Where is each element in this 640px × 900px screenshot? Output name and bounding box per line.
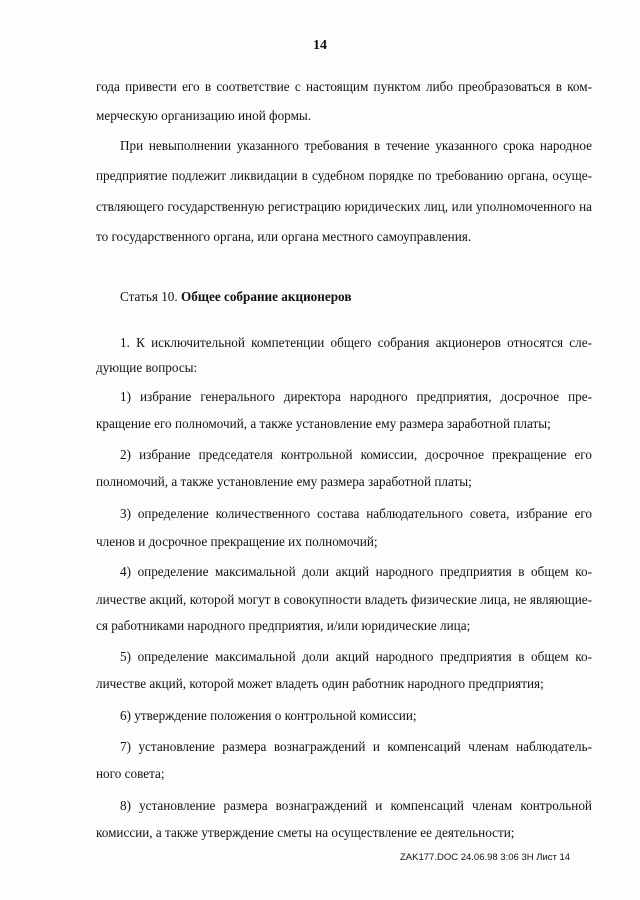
text-line: предприятие подлежит ликвидации в судебном порядке по требованию органа, осуще- (96, 168, 592, 183)
list-item-line: 1) избрание генерального директора народного предприятия, досрочное пре- (120, 389, 592, 404)
text-line: дующие вопросы: (96, 360, 198, 375)
text-line: 1. К исключительной компетенции общего собрания акционеров относятся сле- (120, 335, 592, 350)
article-number: Статья 10. (120, 289, 178, 304)
list-item-line: 2) избрание председателя контрольной комиссии, досрочное прекращение его (120, 447, 592, 462)
list-item-line: 5) определение максимальной доли акций народного предприятия в общем ко- (120, 649, 592, 664)
page-number: 14 (313, 38, 327, 53)
list-item-line: личестве акций, которой может владеть один работник народного предприятия; (96, 676, 544, 691)
list-item-line: 8) установление размера вознаграждений и компенсаций членам контрольной (120, 798, 592, 813)
list-item-line: 3) определение количественного состава наблюдательного совета, избрание его (120, 506, 592, 521)
article-heading (120, 288, 616, 306)
list-item-line: ного совета; (96, 766, 165, 781)
list-item-line: 4) определение максимальной доли акций народного предприятия в общем ко- (120, 564, 592, 579)
list-item-line: членов и досрочное прекращение их полномочий; (96, 534, 378, 549)
text-line: При невыполнении указанного требования в течение указанного срока народное (120, 138, 592, 153)
text-line: ствляющего государственную регистрацию юридических лиц, или уполномоченного на (96, 199, 592, 214)
list-item-line: кращение его полномочий, а также установление ему размера заработной платы; (96, 416, 551, 431)
text-line: то государственного органа, или органа местного самоуправления. (96, 229, 472, 244)
document-footer: ZAK177.DOC 24.06.98 3:06 3Н Лист 14 (400, 852, 571, 863)
list-item-line: 6) утверждение положения о контрольной комиссии; (120, 708, 417, 723)
text-line: года привести его в соответствие с настоящим пунктом либо преобразоваться в ком- (96, 79, 592, 94)
list-item-line: комиссии, а также утверждение сметы на осуществление ее деятельности; (96, 825, 515, 840)
list-item-line: личестве акций, которой могут в совокупности владеть физические лица, не являющие- (96, 592, 592, 607)
text-line: мерческую организацию иной формы. (96, 108, 312, 123)
list-item-line: ся работниками народного предприятия, и/или юридические лица; (96, 618, 471, 633)
list-item-line: 7) установление размера вознаграждений и компенсаций членам наблюдатель- (120, 739, 592, 754)
article-title: Общее собрание акционеров (180, 289, 352, 304)
list-item-line: полномочий, а также установление ему размера заработной платы; (96, 474, 472, 489)
